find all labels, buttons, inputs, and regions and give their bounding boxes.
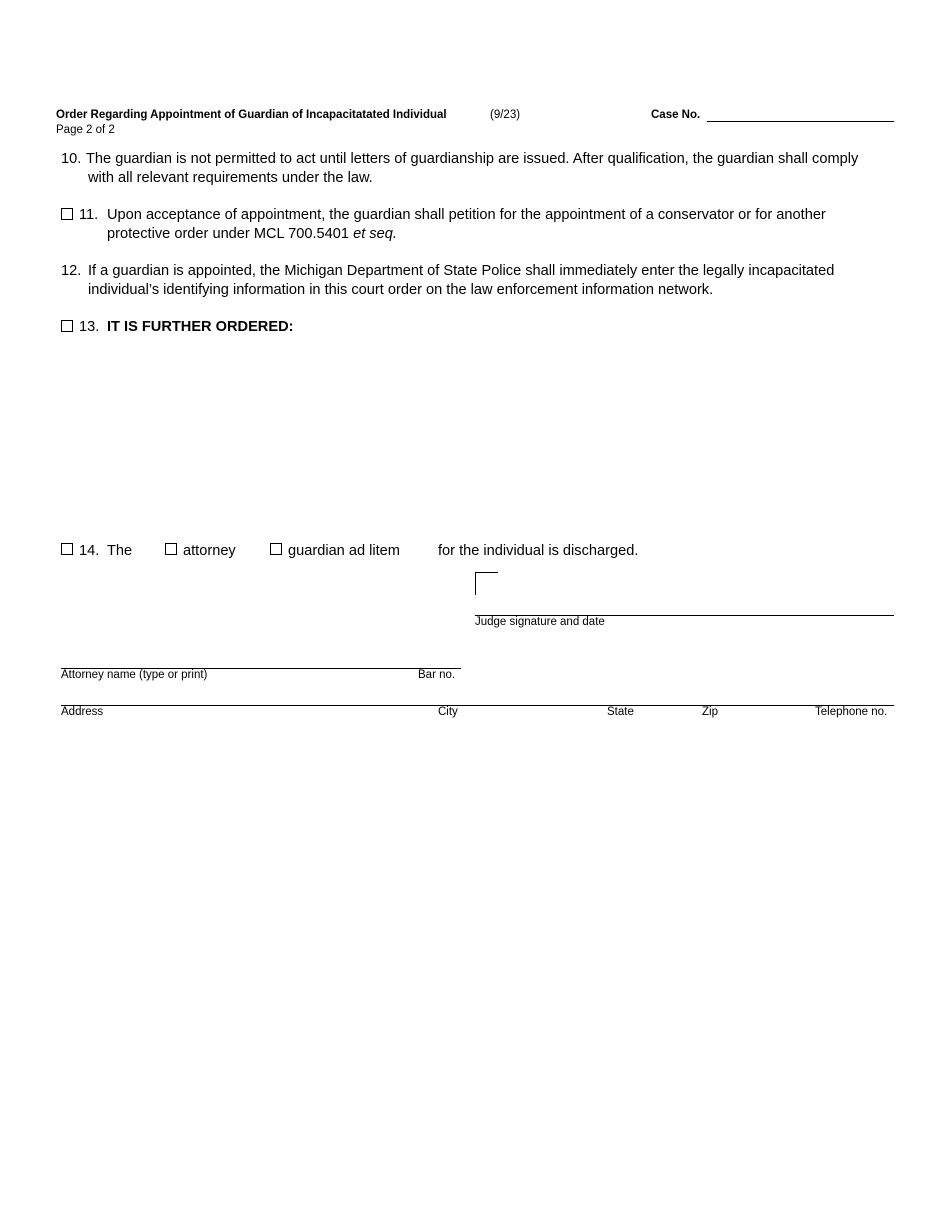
item-10-line2: with all relevant requirements under the law. — [88, 170, 373, 186]
zip-label: Zip — [702, 706, 718, 718]
item-14-tail: for the individual is discharged. — [438, 543, 639, 559]
item-11-line2-text: protective order under MCL 700.5401 — [107, 226, 354, 242]
address-label: Address — [61, 706, 104, 718]
item-12-number: 12. — [61, 263, 82, 279]
item-12-line1: If a guardian is appointed, the Michigan Department of State Police shall immediately enter the legally incapacitated — [88, 263, 835, 279]
item-12-line2: individual’s identifying information in this court order on the law enforcement information network. — [88, 282, 714, 298]
item-13-checkbox[interactable] — [61, 320, 73, 332]
item-11-line2 — [107, 225, 397, 244]
page-number: Page 2 of 2 — [56, 124, 115, 136]
item-10-line1: The guardian is not permitted to act until letters of guardianship are issued. After qualification, the guardian shall comply — [86, 151, 859, 167]
judge-signature-label: Judge signature and date — [475, 616, 605, 628]
case-number-label: Case No. — [651, 109, 701, 121]
bar-number-label: Bar no. — [418, 669, 456, 681]
item-14-checkbox[interactable] — [61, 543, 73, 555]
further-ordered-text-area[interactable] — [107, 342, 894, 522]
guardian-ad-litem-checkbox[interactable] — [270, 543, 282, 555]
attorney-checkbox[interactable] — [165, 543, 177, 555]
telephone-label: Telephone no. — [815, 706, 888, 718]
case-number-field[interactable] — [707, 121, 894, 122]
city-label: City — [438, 706, 458, 718]
guardian-ad-litem-option-label: guardian ad litem — [288, 543, 400, 559]
attorney-option-label: attorney — [183, 543, 236, 559]
state-label: State — [607, 706, 634, 718]
form-revision: (9/23) — [490, 109, 521, 121]
item-11-line1: Upon acceptance of appointment, the guardian shall petition for the appointment of a conservator or for another — [107, 207, 826, 223]
item-10-number: 10. — [61, 151, 82, 167]
form-title: Order Regarding Appointment of Guardian of Incapacitatated Individual — [56, 109, 447, 121]
item-14-the: The — [107, 543, 133, 559]
item-11-number: 11. — [79, 207, 99, 223]
item-11-checkbox[interactable] — [61, 208, 73, 220]
item-11-et-seq: et seq. — [353, 226, 397, 242]
item-13-number: 13. — [79, 319, 100, 335]
further-ordered-heading: IT IS FURTHER ORDERED: — [107, 319, 294, 335]
seal-corner-mark — [475, 572, 498, 595]
item-14-number: 14. — [79, 543, 100, 559]
attorney-name-label: Attorney name (type or print) — [61, 669, 208, 681]
address-field[interactable] — [61, 705, 894, 706]
